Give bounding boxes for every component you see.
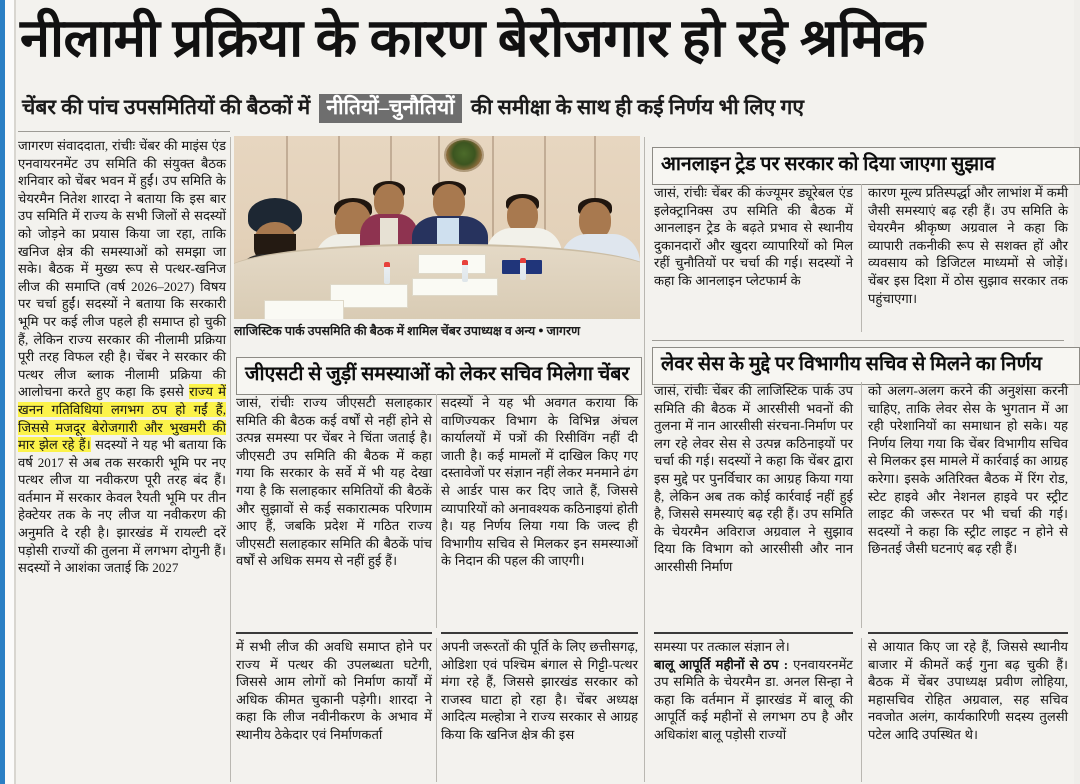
- rule-above-labour-cess: [652, 340, 1064, 341]
- lead-story-continuation-text-1: में सभी लीज की अवधि समाप्त होने पर राज्य में पत्थर की उपलब्धता घटेगी, जिससे आम लोगों को निर्माण कार्यों में अधिक कीमत चुकानी पड़ेगी। शारदा ने कहा कि लीज नवीनीकरण के अभाव में स्थानीय ठेकेदार एवं निर्माणकर्ता: [236, 639, 432, 742]
- gst-story-column-2: [441, 394, 638, 570]
- photo-credit: जागरण: [546, 324, 581, 338]
- column-rule-6: [861, 382, 862, 628]
- column-rule-4: [644, 137, 645, 782]
- sand-story-column-1: [654, 638, 853, 744]
- online-trade-text-1: जासं, रांचीः चेंबर की कंज्यूमर ड्यूरेबल एंड इलेक्ट्रानिक्स उप समिति की बैठक में आनलाइन ट्रेड के बढ़ते प्रभाव से स्थानीय दुकानदारों और खुदरा व्यापारियों को मिल रहीं चुनौतियों पर चर्चा की गई। सदस्यों ने कहा कि आनलाइन प्लेटफार्म के: [654, 185, 853, 288]
- bullet-icon: ●: [538, 325, 544, 335]
- column-rule-1: [230, 137, 231, 782]
- wall-emblem-icon: [446, 140, 482, 170]
- lead-story-continuation-1: [236, 638, 432, 744]
- photo-caption: [234, 322, 640, 339]
- column-rule-3: [436, 638, 437, 782]
- labour-cess-text-2: को अलग-अलग करने की अनुशंसा करनी चाहिए, ताकि लेवर सेस के भुगतान में आ रही परेशानियों का समाधान हो सके। यह निर्णय लिया गया कि चेंबर विभागीय सचिव से मिलकर इस मामले में कार्रवाई का आग्रह करेगा। इसके अतिरिक्त बैठक में रिंग रोड, स्टेट हाइवे और नेशनल हाइवे पर स्ट्रीट लाइट की जरूरत पर भी चर्चा की गई। सदस्यों ने कहा कि स्ट्रीट लाइट न होने से छिनतई जैसी घटनाएं बढ़ रही हैं।: [868, 383, 1068, 557]
- column-rule-2: [436, 394, 437, 628]
- gst-story-text-1: जासं, रांचीः राज्य जीएसटी सलाहकार समिति की बैठक कई वर्षों से नहीं होने से उत्पन्न समस्या पर चेंबर ने चिंता जताई है। जीएसटी उप समिति की बैठक में कहा गया कि सरकार के सर्वे में भी यह देखा गया है कि सलाहकार समितियों की बैठकें और सुझावों से कई सकारात्मक परिणाम आए हैं, जबकि प्रदेश में गठित राज्य जीएसटी सलाहकार समिति की बैठकें पांच वर्षों से अधिक समय से नहीं हुई हैं।: [236, 395, 432, 569]
- labour-cess-column-1: [654, 382, 853, 576]
- subheadline-before: चेंबर की पांच उपसमितियों की बैठकों में: [22, 95, 311, 119]
- subheadline-highlight: नीतियों–चुनौतियों: [319, 94, 461, 123]
- masthead: [16, 6, 1068, 126]
- online-trade-column-1: [654, 184, 853, 290]
- gst-story-column-1: [236, 394, 432, 570]
- lead-story-continuation-2: [441, 638, 638, 744]
- lead-story-text-1: जागरण संवाददाता, रांचीः चेंबर की माइंस एंड एनवायरनमेंट उप समिति की संयुक्त बैठक शनिवार को चेंबर भवन में हुईं। उप समिति के चेयरमैन नितेश शारदा ने बताया कि इस बार उप समिति में राज्य के सभी जिलों से सदस्यों को जोड़ने का प्रयास किया जा रहा, ताकि खनिज क्षेत्र की समस्याओं को समझा जा सके। बैठक में मुख्य रूप से पत्थर-खनिज लीज की समाप्ति (वर्ष 2026–2027) विषय पर चर्चा हुईं। सदस्यों ने बताया कि सरकारी भूमि पर कई लीज पहले ही समाप्त हो चुकी हैं, लेकिन राज्य सरकार की नीलामी प्रक्रिया पूरी तरह विफल रही है। चेंबर ने सरकार की पत्थर लीज ब्लाक नीलामी प्रक्रिया की आलोचना करते हुए कहा कि इससे: [18, 138, 226, 400]
- gst-story-headline: जीएसटी से जुड़ीं समस्याओं को लेकर सचिव मिलेगा चेंबर: [236, 357, 642, 395]
- sand-story-text-1: एनवायरनमेंट उप समिति के चेयरमैन डा. अनल सिन्हा ने कहा कि वर्तमान में झारखंड में बालू की आपूर्ति कई महीनों से लगभग ठप है और अधिकांश बालू पड़ोसी राज्यों: [654, 656, 853, 742]
- online-trade-column-2: [868, 184, 1068, 307]
- rule-above-sand-2: [868, 632, 1068, 634]
- column-rule-5: [861, 184, 862, 332]
- rule-above-sand-1: [654, 632, 853, 634]
- online-trade-text-2: कारण मूल्य प्रतिस्पर्द्धा और लाभांश में कमी जैसी समस्याएं बढ़ रही हैं। उप समिति के चेयरमैन श्रीकृष्ण अग्रवाल ने कहा कि व्यापारी तकनीकी रूप से सशक्त हों और व्यवसाय को डिजिटल माध्यमों से जोड़ें। चेंबर इस दिशा में ठोस सुझाव सरकार तक पहुंचाएगा।: [868, 185, 1068, 306]
- page-edge-white-gutter: [5, 0, 14, 784]
- online-trade-headline: आनलाइन ट्रेड पर सरकार को दिया जाएगा सुझाव: [652, 147, 1080, 185]
- gst-story-text-2: सदस्यों ने यह भी अवगत कराया कि वाणिज्यकर विभाग के विभिन्न अंचल कार्यालयों में पत्रों की रिसीविंग नहीं दी जाती है। कई मामलों में दाखिल किए गए दस्तावेजों पर संज्ञान नहीं लेकर मनमाने ढंग से आर्डर पास कर दिए जाते हैं, जिससे व्यापारियों को अनावश्यक कठिनाइयां होती है। यह निर्णय लिया गया कि जल्द ही विभागीय सचिव से मिलकर इन समस्याओं के निदान की पहल की जाएगी।: [441, 395, 638, 569]
- page-title: नीलामी प्रक्रिया के कारण बेरोजगार हो रहे श्रमिक: [20, 10, 925, 68]
- sand-story-column-2: [868, 638, 1068, 744]
- lead-story-text-2: सदस्यों ने यह भी बताया कि वर्ष 2017 से अब तक सरकारी भूमि पर नए पत्थर लीज या नवीकरण पूरी तरह बंद हैं। वर्तमान में सरकार केवल रैयती भूमि पर तीन हेक्टेयर तक के नए लीज या नवीकरण की अनुमति दे रही है। झारखंड में रायल्टी दरें पड़ोसी राज्यों की तुलना में लगभग दोगुनी हैं। सदस्यों ने आशंका जताई कि 2027: [18, 437, 226, 576]
- rule-above-continuation-1: [236, 632, 432, 634]
- rule-under-masthead-left: [18, 131, 230, 132]
- labour-cess-column-2: [868, 382, 1068, 558]
- labour-cess-headline: लेवर सेस के मुद्दे पर विभागीय सचिव से मिलने का निर्णय: [652, 347, 1080, 385]
- column-rule-7: [861, 638, 862, 782]
- lead-story-tail: समस्या पर तत्काल संज्ञान ले।: [654, 639, 790, 654]
- meeting-photo: [234, 136, 640, 319]
- page-edge-right: [1074, 0, 1080, 784]
- lead-story-continuation-text-2: अपनी जरूरतों की पूर्ति के लिए छत्तीसगढ़, ओडिशा एवं पश्चिम बंगाल से गिट्टी-पत्थर मंगा रहे हैं, जिससे झारखंड सरकार को राजस्व घाटा हो रहा है। चेंबर अध्यक्ष आदित्य मल्होत्रा ने राज्य सरकार से आग्रह किया कि खनिज क्षेत्र की इस: [441, 639, 638, 742]
- labour-cess-text-1: जासं, रांचीः चेंबर की लाजिस्टिक पार्क उप समिति की बैठक में आरसीसी भवनों की तुलना में नान आरसीसी संरचना-निर्माण पर लग रहे लेवर सेस से उत्पन्न कठिनाइयों पर चर्चा की गई। सदस्यों ने कहा कि चेंबर द्वारा इस मुद्दे पर पुनर्विचार का आग्रह किया गया है, लेकिन अब तक कोई कार्रवाई नहीं हुई है, जिससे समस्याएं बढ़ रही हैं। उप समिति के चेयरमैन अविराज अग्रवाल ने सुझाव दिया कि विभाग को आरसीसी और नान आरसीसी निर्माण: [654, 383, 853, 574]
- lead-story-column-1: [18, 137, 226, 782]
- sand-story-kicker: बालू आपूर्ति महीनों से ठप :: [654, 656, 789, 672]
- subheadline-after: की समीक्षा के साथ ही कई निर्णय भी लिए गए: [470, 95, 804, 119]
- sand-story-text-2: से आयात किए जा रहे हैं, जिससे स्थानीय बाजार में कीमतें कई गुना बढ़ चुकी हैं। बैठक में चेंबर उपाध्यक्ष प्रवीण लोहिया, महासचिव रोहित अग्रवाल, सह सचिव नवजोत अलंग, कार्यकारिणी सदस्य तुलसी पटेल आदि उपस्थित थे।: [868, 639, 1068, 742]
- subheadline: [22, 92, 1072, 123]
- rule-above-continuation-2: [441, 632, 638, 634]
- lead-story-highlight: राज्य में खनन गतिविधियां लगभग ठप हो गईं हैं, जिससे मजदूर बेरोजगारी और भुखमरी की मार झेल रहे हैं।: [18, 384, 227, 453]
- photo-caption-text: लाजिस्टिक पार्क उपसमिति की बैठक में शामिल चेंबर उपाध्यक्ष व अन्य: [234, 324, 536, 338]
